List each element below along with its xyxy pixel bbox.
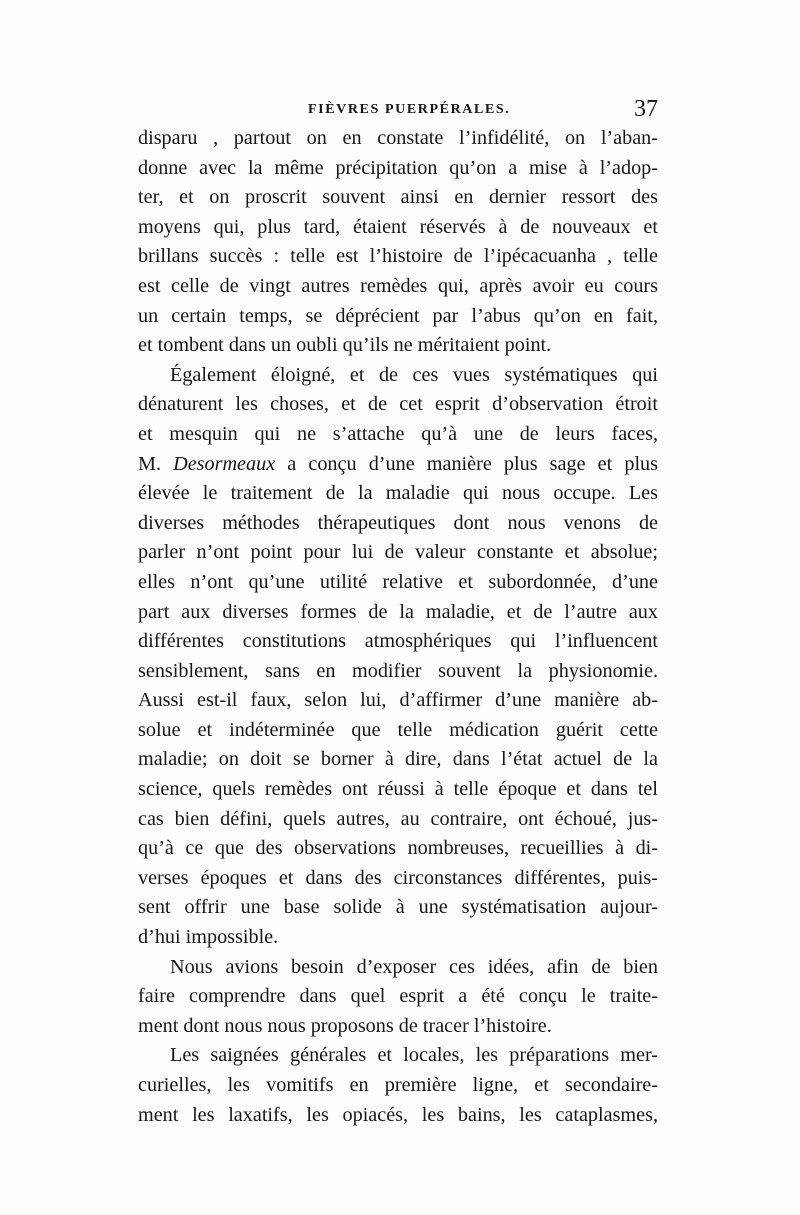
text-line: parler n’ont point pour lui de valeur constante et absolue; — [138, 541, 658, 564]
paragraph-end-line: ment dont nous nous proposons de tracer l’histoire. — [138, 1014, 552, 1037]
text-line: part aux diverses formes de la maladie, et de l’autre aux — [138, 600, 658, 623]
text-line: sensiblement, sans en modifier souvent la physionomie. — [138, 659, 658, 682]
text-line: disparu , partout on en constate l’infidélité, on l’aban- — [138, 127, 658, 149]
text-line: diverses méthodes thérapeutiques dont nous venons de — [138, 511, 658, 534]
text-line: qu’à ce que des observations nombreuses, recueillies à di- — [138, 837, 658, 860]
text-line: ter, et on proscrit souvent ainsi en dernier ressort des — [138, 186, 658, 209]
text-line: cas bien défini, quels autres, au contraire, ont échoué, jus- — [138, 807, 658, 830]
text-line: elles n’ont qu’une utilité relative et subordonnée, d’une — [138, 570, 658, 593]
text-line: ment les laxatifs, les opiacés, les bains, les cataplasmes, — [138, 1103, 658, 1126]
text-line: élevée le traitement de la maladie qui nous occupe. Les — [138, 482, 658, 505]
text-line: est celle de vingt autres remèdes qui, après avoir eu cours — [138, 274, 658, 297]
text-line: verses époques et dans des circonstances différentes, puis- — [138, 866, 658, 889]
paragraph-start-line: Également éloigné, et de ces vues systématiques qui — [170, 363, 658, 386]
text-line-rest: a conçu d’une manière plus sage et plus — [287, 452, 658, 475]
text-line-with-author — [138, 450, 658, 480]
text-line: un certain temps, se déprécient par l’abus qu’on en fait, — [138, 304, 658, 327]
body-text — [138, 124, 658, 1130]
text-line: dénaturent les choses, et de cet esprit d’observation étroit — [138, 393, 658, 416]
page-number: 37 — [634, 96, 658, 122]
text-line: science, quels remèdes ont réussi à telle époque et dans tel — [138, 778, 658, 801]
text-line: sent offrir une base solide à une systématisation aujour- — [138, 896, 658, 919]
text-line: maladie; on doit se borner à dire, dans l’état actuel de la — [138, 748, 658, 771]
paragraph-end-line: et tombent dans un oubli qu’ils ne méritaient point. — [138, 334, 552, 357]
text-line: curielles, les vomitifs en première ligne, et secondaire- — [138, 1074, 658, 1096]
text-line: différentes constitutions atmosphériques qui l’influencent — [138, 630, 658, 653]
running-head — [138, 96, 658, 126]
paragraph-end-line: d’hui impossible. — [138, 926, 279, 949]
running-title: FIÈVRES PUERPÉRALES. — [308, 102, 511, 117]
paragraph-start-line: Les saignées générales et locales, les préparations mer- — [170, 1044, 658, 1067]
text-line: brillans succès : telle est l’histoire de l’ipécacuanha , telle — [138, 245, 658, 268]
text-line: faire comprendre dans quel esprit a été conçu le traite- — [138, 985, 658, 1008]
author-name: Desormeaux — [173, 452, 276, 475]
text-line: Aussi est-il faux, selon lui, d’affirmer d’une manière ab- — [138, 689, 658, 712]
text-line: solue et indéterminée que telle médication guérit cette — [138, 718, 658, 741]
text-line: moyens qui, plus tard, étaient réservés à de nouveaux et — [138, 215, 658, 238]
paragraph-start-line: Nous avions besoin d’exposer ces idées, afin de bien — [170, 955, 658, 978]
text-line: donne avec la même précipitation qu’on a mise à l’adop- — [138, 156, 658, 179]
author-title: M. — [138, 452, 161, 475]
text-line: et mesquin qui ne s’attache qu’à une de leurs faces, — [138, 422, 658, 445]
